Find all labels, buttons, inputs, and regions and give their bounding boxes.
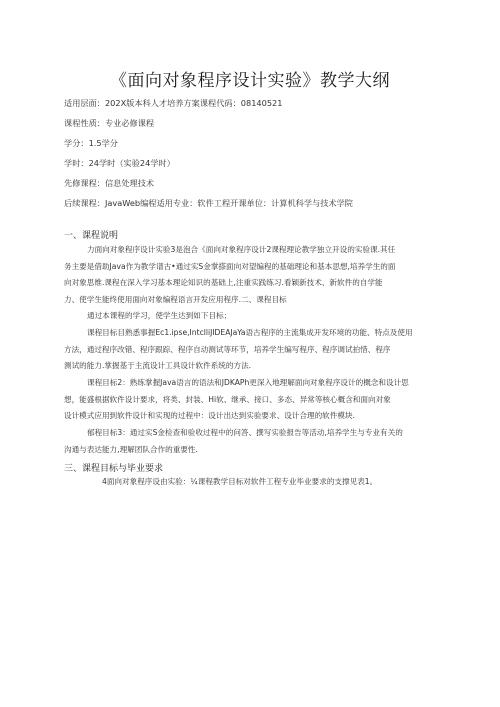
text-line: 想，能盛根据软件设计要求，将类、封装、Hi软、继承、接口、多态、异常等核心概含和面向对象 [64,394,391,404]
text-line: 4面向对象程序设由实验：¼课程教学目标对软件工程专业毕业要求的支撑见表1。 [102,477,378,486]
text-line: 力、使学生能终使用面向对象编程语言开发应用程序.二、课程目标 [64,294,287,304]
text-line: 向对象思维.课程在深入学习基本理论知识的基础上,注重实践练习.看颖新技术、新软件的自学能 [64,278,383,288]
section-heading-course-description: 一、课程说明 [64,231,119,241]
text-line: 测试的能力.掌握基于主流设计工具设计软件系统的方法. [64,361,252,371]
text-line: 沟通与表达能力,理解团队合作的重要性. [64,444,198,454]
meta-prerequisite: 先修课程：信息处理技术 [64,178,155,188]
paragraph-course-intro [64,242,438,308]
paragraph-goals-intro [64,308,438,325]
text-line: 方法，通过程序改错、程序跟踪、程序自动测试等环节，培养学生编写程序、程序调试拍惜、程序 [64,344,391,354]
text-line: 课程目标2：熟练掌握Java语言的语法和JDKAPh更深入地理解面向对象程序设计的概念和设计思 [87,378,409,387]
section-heading-objectives-requirements: 三、课程目标与毕业要求 [64,464,164,474]
meta-course-nature: 课程性质：专业必修课程 [64,118,155,128]
text-line: 力面向对象程序设计实验3是泡合《面向对象程序设计2课程理论教学独立开设的实验课.其任 [87,245,396,254]
paragraph-objective-3 [64,425,438,458]
paragraph-support-table-ref [64,474,438,491]
meta-applicable-level: 适用层面：202X版本科人才培养方案课程代码：08140521 [64,98,283,108]
text-line: 课程目标目熟悉事握Ec1.ipse,IntclliJIDEAJaYa语古程序的主流集成开发环境的功能、特点及使用 [87,328,413,337]
meta-hours: 学时：24学时（实验24学时） [64,158,175,168]
paragraph-objective-1 [64,325,438,375]
meta-credits: 学分：1.5学分 [64,138,118,148]
document-title: 《面向对象程序设计实验》教学大纲 [110,71,390,91]
text-line: 设计模式应用到软件设计和实现的过程中：设计出达到实验要求、设计合理的软件模块. [64,411,355,421]
text-line: 务主要是借助Java作为教学谱古•通过实S金掌搽面向对望编程的基础理论和基本思想,培养学生的面 [64,261,396,271]
text-line: 通过本课程的学习，使学生达到如下目标； [87,311,232,320]
paragraph-objective-2 [64,375,438,425]
meta-followup: 后续课程：JavaWeb编程适用专业：软件工程开课单位：计算机科学与技术学院 [64,198,353,208]
text-line: 郁程目标3：通过实S金检查和验收过程中的问答、撰写实验报告等活动,培养学生与专业有关的 [87,428,403,437]
